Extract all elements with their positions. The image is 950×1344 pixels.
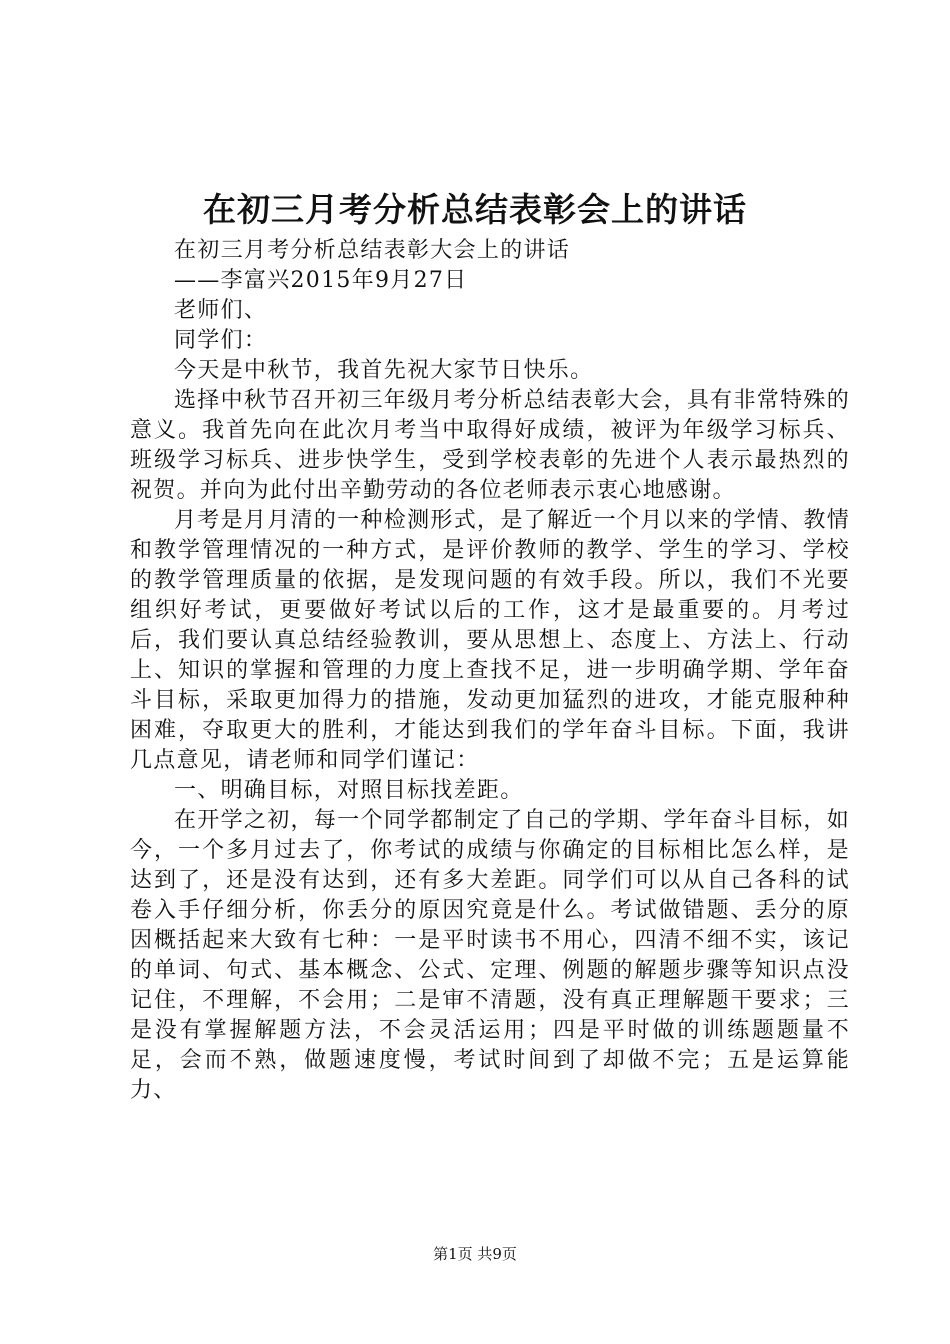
- salutation-teachers: 老师们、: [174, 298, 268, 323]
- document-title: 在初三月考分析总结表彰会上的讲话: [203, 190, 747, 229]
- greeting-paragraph: 今天是中秋节，我首先祝大家节日快乐。: [174, 358, 594, 383]
- body-paragraph: 选择中秋节召开初三年级月考分析总结表彰大会，具有非常特殊的意义。我首先向在此次月考当中取得好成绩，被评为年级学习标兵、班级学习标兵、进步快学生，受到学校表彰的先进个人表示最热烈的祝贺。并向为此付出辛勤劳动的各位老师表示衷心地感谢。: [130, 388, 850, 503]
- body-paragraph: 月考是月月清的一种检测形式，是了解近一个月以来的学情、教情和教学管理情况的一种方式，是评价教师的教学、学生的学习、学校的教学管理质量的依据，是发现问题的有效手段。所以，我们不光要组织好考试，更要做好考试以后的工作，这才是最重要的。月考过后，我们要认真总结经验教训，要从思想上、态度上、方法上、行动上、知识的掌握和管理的力度上查找不足，进一步明确学期、学年奋斗目标，采取更加得力的措施，发动更加猛烈的进攻，才能克服种种困难，夺取更大的胜利，才能达到我们的学年奋斗目标。下面，我讲几点意见，请老师和同学们谨记：: [130, 508, 850, 773]
- document-body: [130, 236, 850, 1106]
- subtitle-paragraph: 在初三月考分析总结表彰大会上的讲话: [174, 238, 571, 263]
- salutation-students: 同学们：: [174, 328, 268, 353]
- author-date-line: ——李富兴2015年9月27日: [174, 268, 468, 293]
- body-paragraph: 在开学之初，每一个同学都制定了自己的学期、学年奋斗目标，如今，一个多月过去了，你考试的成绩与你确定的目标相比怎么样，是达到了，还是没有达到，还有多大差距。同学们可以从自己各科的试卷入手仔细分析，你丢分的原因究竟是什么。考试做错题、丢分的原因概括起来大致有七种：一是平时读书不用心，四清不细不实，该记的单词、句式、基本概念、公式、定理、例题的解题步骤等知识点没记住，不理解，不会用；二是审不清题，没有真正理解题干要求；三是没有掌握解题方法，不会灵活运用；四是平时做的训练题题量不足，会而不熟，做题速度慢，考试时间到了却做不完；五是运算能力、: [130, 808, 850, 1103]
- page-number: 第1页 共9页: [433, 1245, 517, 1263]
- section-heading: 一、明确目标，对照目标找差距。: [174, 778, 524, 803]
